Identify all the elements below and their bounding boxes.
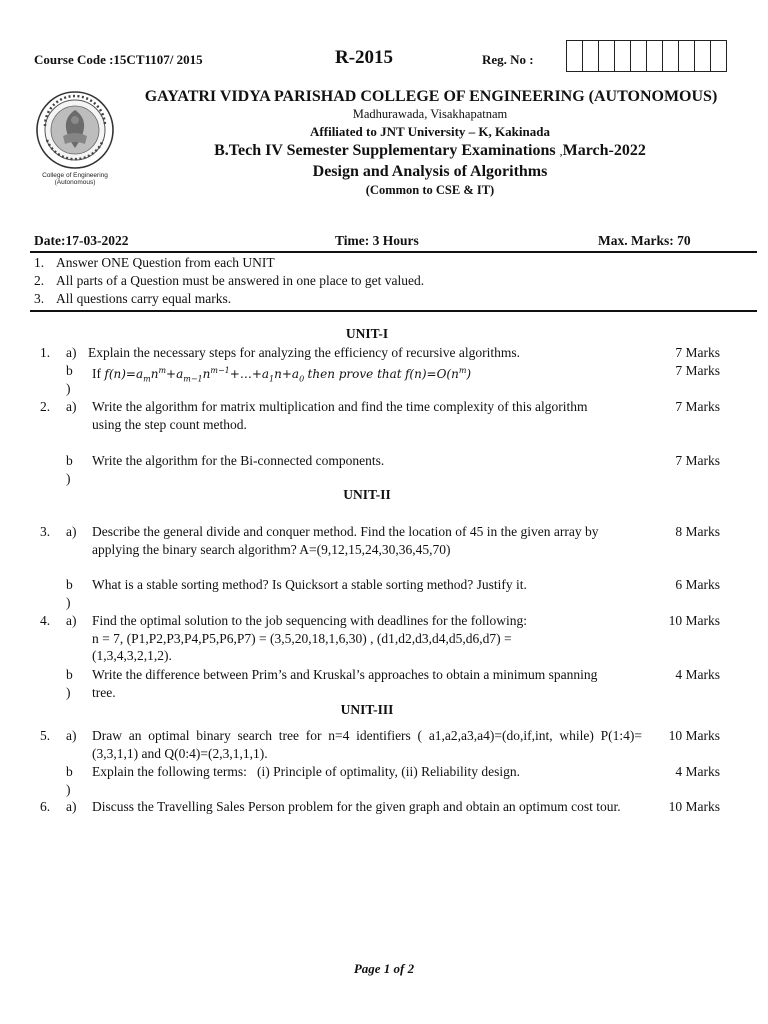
- question-number: 4.: [40, 613, 51, 628]
- question-text-prefix: If: [92, 366, 101, 381]
- part-label: b ): [66, 667, 73, 700]
- exam-time: Time: 3 Hours: [335, 233, 419, 248]
- reg-no-label: Reg. No :: [482, 52, 534, 67]
- affiliation: Affiliated to JNT University – K, Kakinada: [310, 124, 550, 139]
- max-marks: Max. Marks: 70: [598, 233, 691, 248]
- reg-no-box: [663, 41, 679, 71]
- question-text: Draw an optimal binary search tree for n=4 identifiers ( a1,a2,a3,a4)=(do,if,int, while) P(1:4)=(3,3,1,1) and Q(0:4)=(2,3,1,1,1).: [92, 728, 642, 761]
- question-marks: 4 Marks: [675, 764, 720, 779]
- subject-title: Design and Analysis of Algorithms: [312, 163, 548, 180]
- reg-no-box: [679, 41, 695, 71]
- question-text: Write the algorithm for matrix multiplication and find the time complexity of this algorithm using the step count method.: [92, 399, 588, 432]
- reg-no-box: [567, 41, 583, 71]
- question-marks: 7 Marks: [675, 453, 720, 468]
- exam-title-part2: March-2022: [562, 142, 646, 159]
- question-text: What is a stable sorting method? Is Quicksort a stable sorting method? Justify it.: [92, 577, 527, 592]
- question-text: Find the optimal solution to the job sequencing with deadlines for the following: n = 7, (P1,P2,P3,P4,P5,P6,P7) = (3,5,20,18,1,6,30) , (d1,d2,d3,d4,d5,d6,d7) = (1,3,4,3,2,1,2).: [92, 613, 527, 663]
- instruction-item: 1. Answer ONE Question from each UNIT: [34, 255, 275, 270]
- question-marks: 7 Marks: [675, 399, 720, 414]
- part-label: b ): [66, 363, 73, 396]
- polynomial-formula: $f(n)=a_mn^m+a_{m-1}n^{m-1}+\dots+a_1n+a_0$: [104, 366, 305, 384]
- regulation: R-2015: [335, 47, 394, 68]
- question-text: Discuss the Travelling Sales Person problem for the given graph and obtain an optimum cost tour.: [92, 799, 621, 814]
- question-marks: 10 Marks: [668, 728, 720, 743]
- big-o-formula: $f(n)=O(n^m)$: [404, 366, 472, 381]
- reg-no-box: [615, 41, 631, 71]
- page-number: Page 1 of 2: [353, 961, 415, 976]
- part-label: b ): [66, 453, 73, 486]
- course-code: Course Code :15CT1107/ 2015: [34, 52, 203, 67]
- part-label: a): [66, 524, 77, 539]
- question-marks: 10 Marks: [668, 799, 720, 814]
- part-label: a): [66, 728, 77, 743]
- question-marks: 6 Marks: [675, 577, 720, 592]
- part-label: a): [66, 399, 77, 414]
- reg-no-box: [583, 41, 599, 71]
- exam-title-sep: ,: [559, 144, 563, 158]
- question-number: 3.: [40, 524, 51, 539]
- instruction-item: 2. All parts of a Question must be answered in one place to get valued.: [34, 273, 425, 288]
- question-text: Write the algorithm for the Bi-connected components.: [92, 453, 385, 468]
- instruction-item: 3. All questions carry equal marks.: [34, 291, 232, 306]
- reg-no-boxes: [566, 40, 727, 72]
- question-text: Explain the following terms: (i) Principle of optimality, (ii) Reliability design.: [92, 764, 521, 779]
- question-number: 6.: [40, 799, 51, 814]
- unit-heading-3: UNIT-III: [340, 702, 394, 717]
- logo-caption-line1: College of Engineering: [42, 172, 108, 179]
- college-location: Madhurawada, Visakhapatnam: [352, 107, 508, 121]
- reg-no-box: [599, 41, 615, 71]
- question-number: 1.: [40, 345, 51, 360]
- reg-no-box: [647, 41, 663, 71]
- question-number: 2.: [40, 399, 51, 414]
- exam-date: Date:17-03-2022: [34, 233, 129, 248]
- question-marks: 8 Marks: [675, 524, 720, 539]
- common-to: (Common to CSE & IT): [365, 183, 495, 197]
- college-name: GAYATRI VIDYA PARISHAD COLLEGE OF ENGINEERING (AUTONOMOUS): [144, 88, 718, 105]
- question-text: [92, 362, 642, 388]
- logo-caption-line2: (Autonomous): [54, 179, 96, 186]
- part-label: b ): [66, 577, 73, 610]
- question-text: Write the difference between Prim’s and Kruskal’s approaches to obtain a minimum spanning tree.: [92, 667, 598, 700]
- question-text-suffix: then prove that: [307, 367, 402, 381]
- question-text: Explain the necessary steps for analyzing the efficiency of recursive algorithms.: [88, 345, 520, 360]
- unit-heading-1: UNIT-I: [345, 326, 389, 341]
- part-label: a): [66, 799, 77, 814]
- question-marks: 7 Marks: [675, 363, 720, 378]
- question-number: 5.: [40, 728, 51, 743]
- divider-bottom: [30, 310, 757, 312]
- part-label: b ): [66, 764, 73, 797]
- question-marks: 7 Marks: [675, 345, 720, 360]
- exam-title: [110, 142, 750, 160]
- reg-no-box: [711, 41, 726, 71]
- part-label: a): [66, 613, 77, 628]
- question-marks: 4 Marks: [675, 667, 720, 682]
- part-label: a): [66, 345, 77, 360]
- unit-heading-2: UNIT-II: [343, 487, 391, 502]
- exam-title-part1: B.Tech IV Semester Supplementary Examinations: [214, 142, 556, 159]
- divider-top: [30, 251, 757, 253]
- question-marks: 10 Marks: [668, 613, 720, 628]
- instructions-list: [34, 254, 424, 308]
- question-text: Describe the general divide and conquer method. Find the location of 45 in the given array by applying the binary search algorithm? A=(9,12,15,24,30,36,45,70): [92, 524, 599, 557]
- reg-no-box: [695, 41, 711, 71]
- reg-no-box: [631, 41, 647, 71]
